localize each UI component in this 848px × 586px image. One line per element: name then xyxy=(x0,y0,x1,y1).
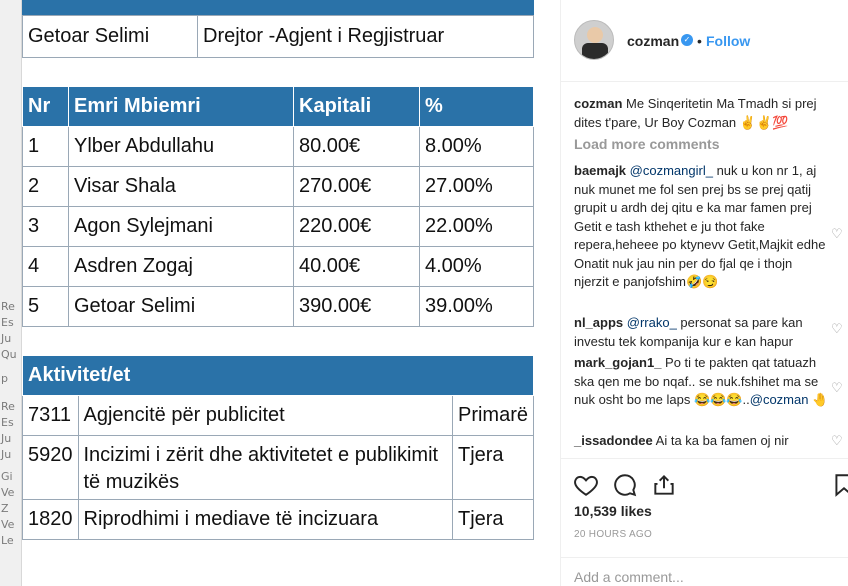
background-fragment: Re xyxy=(1,400,15,413)
table-cell: 5 xyxy=(23,287,69,327)
table-cell: Agon Sylejmani xyxy=(69,207,294,247)
table-cell: 390.00€ xyxy=(294,287,420,327)
table-row xyxy=(23,287,534,327)
table-cell: 7311 xyxy=(23,396,79,436)
likes-count[interactable]: 10,539 likes xyxy=(574,503,652,519)
background-fragment: Es xyxy=(1,416,14,429)
table-cell: 220.00€ xyxy=(294,207,420,247)
comment-username[interactable]: _issadondee xyxy=(574,433,653,448)
background-fragment: Es xyxy=(1,316,14,329)
background-fragment: Ve xyxy=(1,518,15,531)
comment-mention[interactable]: @rrako_ xyxy=(626,315,677,330)
background-fragment: Ju xyxy=(1,332,12,345)
table-cell: 3 xyxy=(23,207,69,247)
separator-dot: • xyxy=(697,33,702,49)
table-cell: 40.00€ xyxy=(294,247,420,287)
comment-like-icon[interactable]: ♡ xyxy=(831,321,843,336)
table-cell: Agjencitë për publicitet xyxy=(78,396,452,436)
column-header: Emri Mbiemri xyxy=(69,87,294,127)
comment xyxy=(574,354,829,410)
table-cell: 22.00% xyxy=(420,207,534,247)
follow-button[interactable]: Follow xyxy=(706,33,751,49)
heart-icon[interactable] xyxy=(573,472,599,498)
comment xyxy=(574,162,829,292)
background-fragment: Ve xyxy=(1,486,15,499)
background-strip xyxy=(0,0,22,586)
table-cell: 8.00% xyxy=(420,127,534,167)
table-cell: 2 xyxy=(23,167,69,207)
comment-icon[interactable] xyxy=(612,472,638,498)
comment-username[interactable]: nl_apps xyxy=(574,315,624,330)
comment-like-icon[interactable]: ♡ xyxy=(831,433,843,448)
background-fragment: Le xyxy=(1,534,14,547)
post-actions xyxy=(561,458,848,586)
activities-header: Aktivitet/et xyxy=(23,356,534,396)
comment-mention[interactable]: @cozmangirl_ xyxy=(629,163,713,178)
post-sidebar xyxy=(560,0,848,586)
table-cell: Tjera xyxy=(452,500,533,540)
column-header: Kapitali xyxy=(294,87,420,127)
table-row xyxy=(23,396,534,436)
table-cell: Tjera xyxy=(452,436,533,500)
owner-role: Drejtor -Agjent i Regjistruar xyxy=(198,16,534,58)
avatar-body xyxy=(582,43,608,60)
load-more-comments-button[interactable]: Load more comments xyxy=(574,136,720,152)
table-cell: Asdren Zogaj xyxy=(69,247,294,287)
caption xyxy=(574,95,829,132)
table-cell: Primarë xyxy=(452,396,533,436)
table-cell: 4 xyxy=(23,247,69,287)
comment-username[interactable]: mark_gojan1_ xyxy=(574,355,662,370)
background-fragment: Ju xyxy=(1,448,12,461)
table-cell: 1820 xyxy=(23,500,79,540)
username-link[interactable]: cozman xyxy=(627,33,680,49)
divider xyxy=(561,557,848,558)
owner-name: Getoar Selimi xyxy=(23,16,198,58)
table-row xyxy=(23,436,534,500)
background-fragment: Ju xyxy=(1,432,12,445)
background-fragment: p xyxy=(1,372,8,385)
caption-text: Me Sinqeritetin Ma Tmadh si prej dites t'pare, Ur Boy Cozman ✌✌💯 xyxy=(574,96,817,130)
comment-username[interactable]: cozman xyxy=(574,96,623,111)
comment-emoji: 🤚 xyxy=(808,392,829,407)
comment-like-icon[interactable]: ♡ xyxy=(831,226,843,241)
comment-text: nuk u kon nr 1, aj nuk munet me fol sen prej bs se prej qatij grupit u ardh dej qitu e ka mar famen prej Getit e tash kthehet e ju thot fake repera,heheee po ktynevv Getit,Majkit edhe Onatit nuk jau nin per do fjal qe i thojn njerzit e panjofshim🤣😏 xyxy=(574,163,826,289)
background-fragment: Qu xyxy=(1,348,17,361)
comment-text: personat sa pare kan investu tek kompanija kur e kan hapur xyxy=(574,315,803,349)
table-cell: Ylber Abdullahu xyxy=(69,127,294,167)
table-header-row xyxy=(23,87,534,127)
comment-mention[interactable]: @cozman xyxy=(749,392,809,407)
background-fragment: Re xyxy=(1,300,15,313)
comment xyxy=(574,432,829,451)
verified-badge-icon: ✓ xyxy=(681,34,693,46)
post-header xyxy=(561,0,848,82)
table-row xyxy=(23,167,534,207)
table-cell: 5920 xyxy=(23,436,79,500)
table-header-row xyxy=(23,356,534,396)
post-time: 20 HOURS AGO xyxy=(574,529,653,540)
table-row xyxy=(23,127,534,167)
add-comment-input[interactable]: Add a comment... xyxy=(574,569,684,585)
activities-table xyxy=(22,355,534,540)
background-fragment: Gi xyxy=(1,470,13,483)
top-table-header-strip xyxy=(22,0,534,15)
table-cell: 27.00% xyxy=(420,167,534,207)
table-cell: Getoar Selimi xyxy=(69,287,294,327)
table-cell: 1 xyxy=(23,127,69,167)
comment-text: Po ti te pakten qat tatuazh ska qen me bo nqaf.. se nuk.fshihet ma se nuk osht bo me laps 😂😂😂.. xyxy=(574,355,819,407)
table-cell: Incizimi i zërit dhe aktivitetet e publikimit të muzikës xyxy=(78,436,452,500)
shareholders-table xyxy=(22,86,534,327)
table-cell: Visar Shala xyxy=(69,167,294,207)
share-icon[interactable] xyxy=(651,472,677,498)
table-row xyxy=(23,500,534,540)
background-fragment: Z xyxy=(1,502,9,515)
bookmark-icon[interactable] xyxy=(831,472,848,498)
comment-like-icon[interactable]: ♡ xyxy=(831,380,843,395)
table-cell: 270.00€ xyxy=(294,167,420,207)
table-row xyxy=(23,247,534,287)
table-cell: Riprodhimi i mediave të incizuara xyxy=(78,500,452,540)
table-cell: 80.00€ xyxy=(294,127,420,167)
column-header: % xyxy=(420,87,534,127)
column-header: Nr xyxy=(23,87,69,127)
owner-table xyxy=(22,15,534,58)
avatar-head xyxy=(587,27,603,43)
comment xyxy=(574,314,829,351)
table-row xyxy=(23,207,534,247)
comment-text: Ai ta ka ba famen oj nir xyxy=(652,433,789,448)
comment-username[interactable]: baemajk xyxy=(574,163,627,178)
table-row xyxy=(23,16,534,58)
table-cell: 39.00% xyxy=(420,287,534,327)
avatar[interactable] xyxy=(574,20,614,60)
table-cell: 4.00% xyxy=(420,247,534,287)
